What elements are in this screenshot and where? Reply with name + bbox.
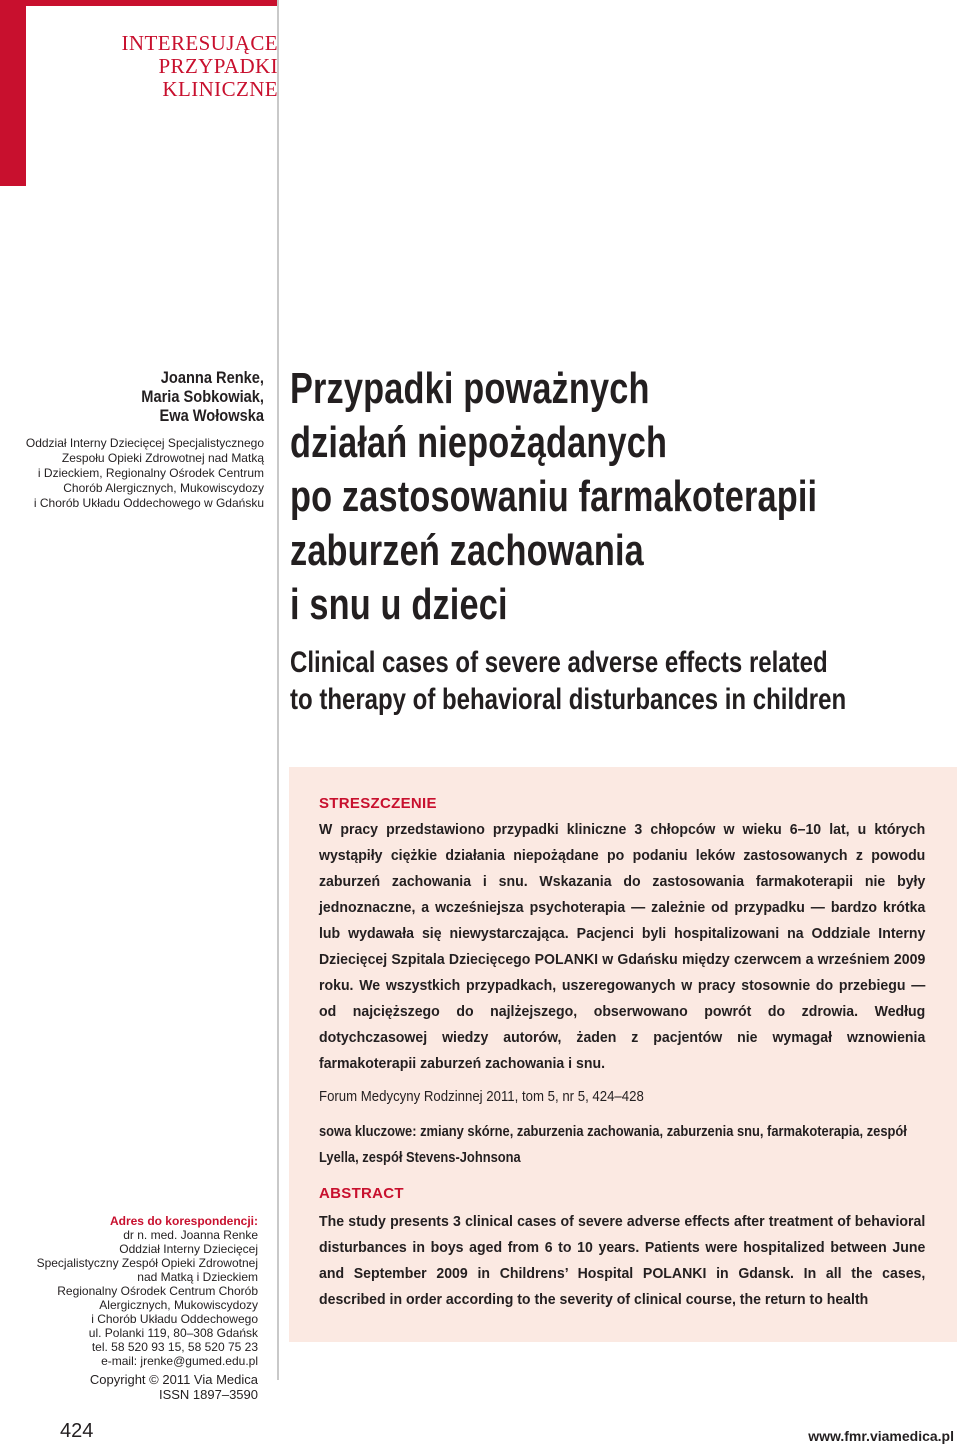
correspondence-line: Specjalistyczny Zespół Opieki Zdrowotnej — [36, 1256, 258, 1270]
section-tag — [60, 32, 278, 101]
affiliation-line: Zespołu Opieki Zdrowotnej nad Matką — [61, 451, 264, 465]
correspondence-email: e-mail: jrenke@gumed.edu.pl — [101, 1354, 258, 1368]
copyright-line: Copyright © 2011 Via Medica — [89, 1372, 258, 1387]
section-tag-line: INTERESUJĄCE — [121, 31, 278, 55]
correspondence-address — [20, 1214, 258, 1368]
section-tag-line: KLINICZNE — [162, 77, 278, 101]
affiliation-line: Oddział Interny Dziecięcej Specjalistycznego — [25, 436, 264, 450]
correspondence-line: Alergicznych, Mukowiscydozy — [99, 1298, 258, 1312]
author-name: Joanna Renke, — [160, 368, 264, 387]
correspondence-line: tel. 58 520 93 15, 58 520 75 23 — [91, 1340, 258, 1354]
author-name: Maria Sobkowiak, — [141, 387, 264, 406]
affiliation-line: i Chorób Układu Oddechowego w Gdańsku — [33, 496, 264, 510]
keywords-text: zmiany skórne, zaburzenia zachowania, zaburzenia snu, farmakoterapia, zespół Lyella, zespół Stevens-Johnsona — [319, 1123, 907, 1166]
affiliation-line: Chorób Alergicznych, Mukowiscydozy — [63, 481, 264, 495]
correspondence-line: Regionalny Ośrodek Centrum Chorób — [57, 1284, 258, 1298]
title-line: zaburzeń zachowania — [290, 526, 644, 575]
page-number: 424 — [60, 1420, 94, 1442]
author-affiliation — [20, 436, 264, 511]
journal-website: www.fmr.viamedica.pl — [808, 1428, 954, 1444]
subtitle-line: Clinical cases of severe adverse effects related — [290, 646, 828, 679]
streszczenie-heading: STRESZCZENIE — [319, 795, 437, 812]
correspondence-line: Oddział Interny Dziecięcej — [119, 1242, 258, 1256]
keywords — [319, 1119, 925, 1171]
correspondence-line: dr n. med. Joanna Renke — [123, 1228, 258, 1242]
abstract-panel — [289, 767, 957, 1342]
issn-line: ISSN 1897–3590 — [158, 1387, 258, 1402]
article-title-polish — [290, 362, 818, 632]
title-line: działań niepożądanych — [290, 418, 668, 467]
keywords-label: sowa kluczowe: — [319, 1123, 417, 1140]
streszczenie-text: W pracy przedstawiono przypadki kliniczne 3 chłopców w wieku 6–10 lat, u których wystąpiły ciężkie działania niepożądane po podaniu leków zastosowanych z powodu zaburzeń zachowania i snu. Wskazania do zastosowania farmakoterapii nie były jednoznaczne, a wcześniejsza psychoterapia — zależnie od przypadku — bardzo krótka lub wydawała się niewystarczająca. Pacjenci byli hospitalizowani na Oddziale Interny Dziecięcej Szpitala Dziecięcego POLANKI w Gdańsku między czerwcem a wrześniem 2009 roku. We wszystkich przypadkach, uszeregowanych w pracy stosownie do przebiegu — od najcięższego do najlżejszego, obserwowano powrót do zdrowia. Według dotychczasowej wiedzy autorów, żaden z pacjentów nie wymagał wznowienia farmakoterapii zaburzeń zachowania i snu. — [319, 821, 926, 1072]
top-accent-rule — [26, 0, 278, 6]
column-divider — [277, 0, 279, 1380]
section-tag-line: PRZYPADKI — [158, 54, 278, 78]
correspondence-line: ul. Polanki 119, 80–308 Gdańsk — [88, 1326, 258, 1340]
title-line: i snu u dzieci — [290, 580, 508, 629]
correspondence-line: nad Matką i Dzieckiem — [137, 1270, 258, 1284]
article-title-english — [290, 644, 960, 718]
title-line: po zastosowaniu farmakoterapii — [290, 472, 818, 521]
abstract-text: The study presents 3 clinical cases of severe adverse effects after treatment of behavioral disturbances in boys aged from 6 to 10 years. Patients were hospitalized between June and September 2009 in Childrens’ Hospital POLANKI in Gdansk. In all the cases, described in order according to the severity of clinical course, the return to health — [319, 1213, 926, 1308]
abstract-heading: ABSTRACT — [319, 1185, 404, 1202]
journal-citation: Forum Medycyny Rodzinnej 2011, tom 5, nr 5, 424–428 — [319, 1088, 644, 1105]
subtitle-line: to therapy of behavioral disturbances in children — [290, 683, 847, 716]
author-list — [54, 368, 264, 425]
correspondence-label: Adres do korespondencji: — [109, 1214, 258, 1228]
affiliation-line: i Dzieckiem, Regionalny Ośrodek Centrum — [37, 466, 264, 480]
correspondence-line: i Chorób Układu Oddechowego — [91, 1312, 258, 1326]
author-name: Ewa Wołowska — [159, 406, 264, 425]
title-line: Przypadki poważnych — [290, 364, 650, 413]
section-color-bar — [0, 0, 26, 186]
copyright-block — [20, 1372, 258, 1402]
